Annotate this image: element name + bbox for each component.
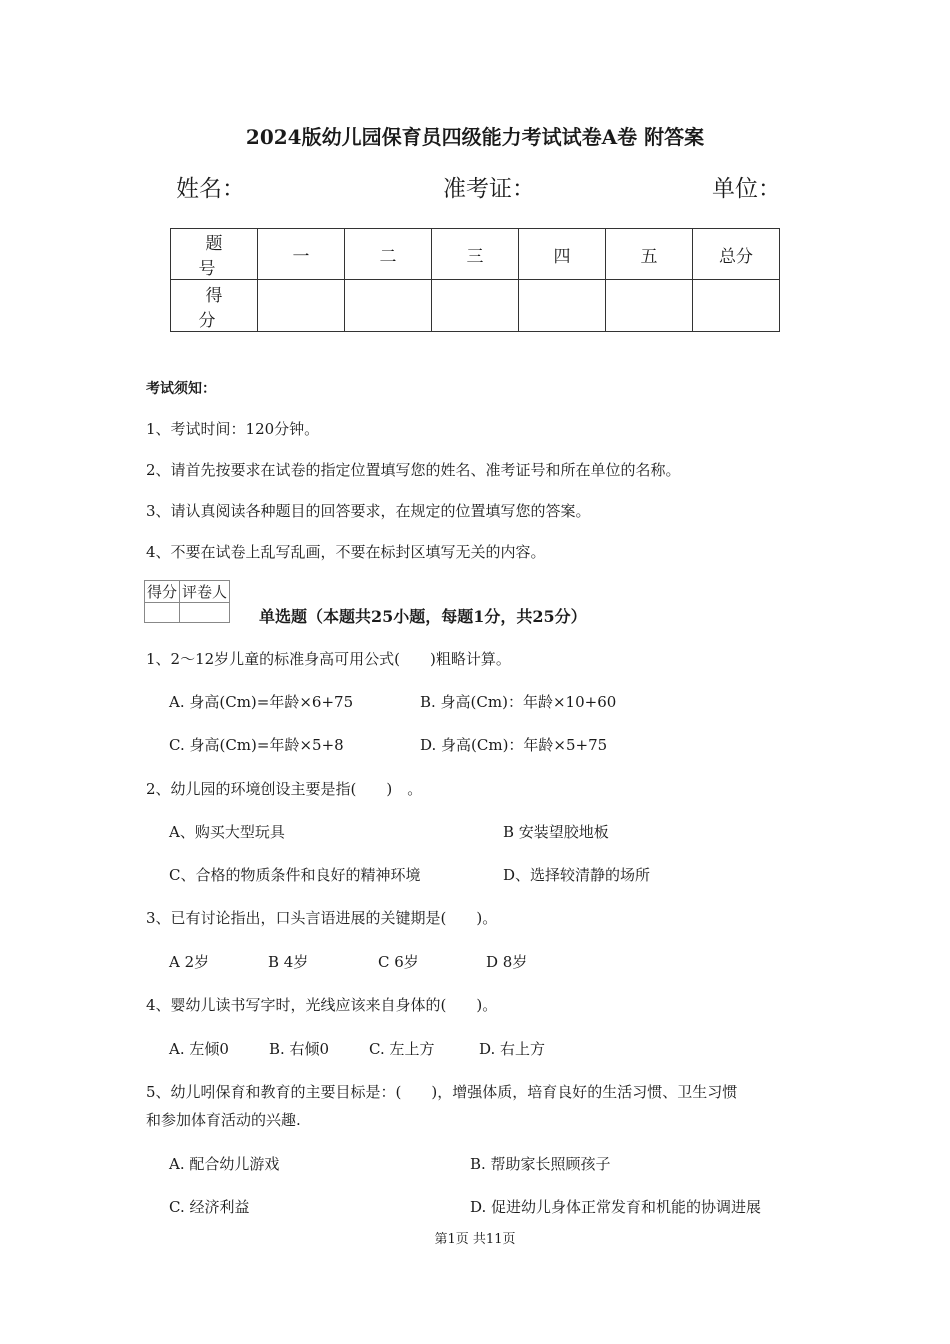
question-stem: 2、幼儿园的环境创设主要是指( ) 。 [146,780,423,798]
option-d: D. 右上方 [479,1040,546,1058]
question-stem: 3、已有讨论指出，口头言语进展的关键期是( )。 [146,909,498,927]
question-stem-continued: 和参加体育活动的兴趣. [146,1111,301,1129]
option-a: A、购买大型玩具 [169,823,285,841]
score-cell [345,280,432,332]
grader-name-cell [180,603,230,623]
option-b: B. 帮助家长照顾孩子 [470,1155,611,1173]
notice-item: 2、请首先按要求在试卷的指定位置填写您的姓名、准考证号和所在单位的名称。 [146,461,681,479]
notice-item: 3、请认真阅读各种题目的回答要求，在规定的位置填写您的答案。 [146,502,591,520]
unit-field-label: 单位： [712,176,781,202]
notice-item: 1、考试时间：120分钟。 [146,420,320,438]
score-header-label: 题 号 [171,229,258,280]
score-cell [606,280,693,332]
option-d: D. 促进幼儿身体正常发育和机能的协调进展 [470,1198,762,1216]
option-a: A. 左倾0 [169,1040,229,1058]
page-footer: 第1页 共11页 [434,1232,516,1247]
score-header-1: 一 [258,229,345,280]
option-c: C. 经济利益 [169,1198,250,1216]
notice-item: 4、不要在试卷上乱写乱画，不要在标封区填写无关的内容。 [146,543,546,561]
score-cell [693,280,780,332]
option-c: C 6岁 [378,953,419,971]
option-c: C、合格的物质条件和良好的精神环境 [169,866,421,884]
option-b: B 4岁 [268,953,309,971]
option-c: C. 左上方 [369,1040,435,1058]
score-header-4: 四 [519,229,606,280]
score-cell [432,280,519,332]
score-row-label: 得 分 [171,280,258,332]
option-b: B. 身高(Cm)：年龄×10+60 [420,693,617,711]
score-header-5: 五 [606,229,693,280]
name-field-label: 姓名： [176,176,245,202]
score-header-3: 三 [432,229,519,280]
score-cell [258,280,345,332]
question-stem: 5、幼儿吲保育和教育的主要目标是：( )，增强体质，培育良好的生活习惯、卫生习惯 [146,1083,738,1101]
question-stem: 1、2～12岁儿童的标准身高可用公式( )粗略计算。 [146,650,511,668]
notice-heading: 考试须知： [146,381,216,397]
option-b: B 安装望胶地板 [503,823,609,841]
grader-score-cell [145,603,180,623]
option-a: A. 身高(Cm)=年龄×6+75 [169,693,354,711]
page-title: 2024版幼儿园保育员四级能力考试试卷A卷 附答案 [245,125,705,149]
option-a: A 2岁 [169,953,210,971]
option-d: D 8岁 [486,953,528,971]
grader-box [144,580,230,623]
score-table [170,228,780,332]
option-d: D、选择较清静的场所 [503,866,651,884]
option-d: D. 身高(Cm)：年龄×5+75 [420,736,608,754]
option-a: A. 配合幼儿游戏 [169,1155,280,1173]
option-b: B. 右倾0 [269,1040,330,1058]
question-stem: 4、婴幼儿读书写字时，光线应该来自身体的( )。 [146,996,498,1014]
grader-name-label: 评卷人 [180,581,230,603]
option-c: C. 身高(Cm)=年龄×5+8 [169,736,344,754]
score-cell [519,280,606,332]
score-header-2: 二 [345,229,432,280]
score-header-total: 总分 [693,229,780,280]
grader-score-label: 得分 [145,581,180,603]
exam-id-field-label: 准考证： [443,176,535,202]
section-title: 单选题（本题共25小题，每题1分，共25分） [259,607,587,626]
